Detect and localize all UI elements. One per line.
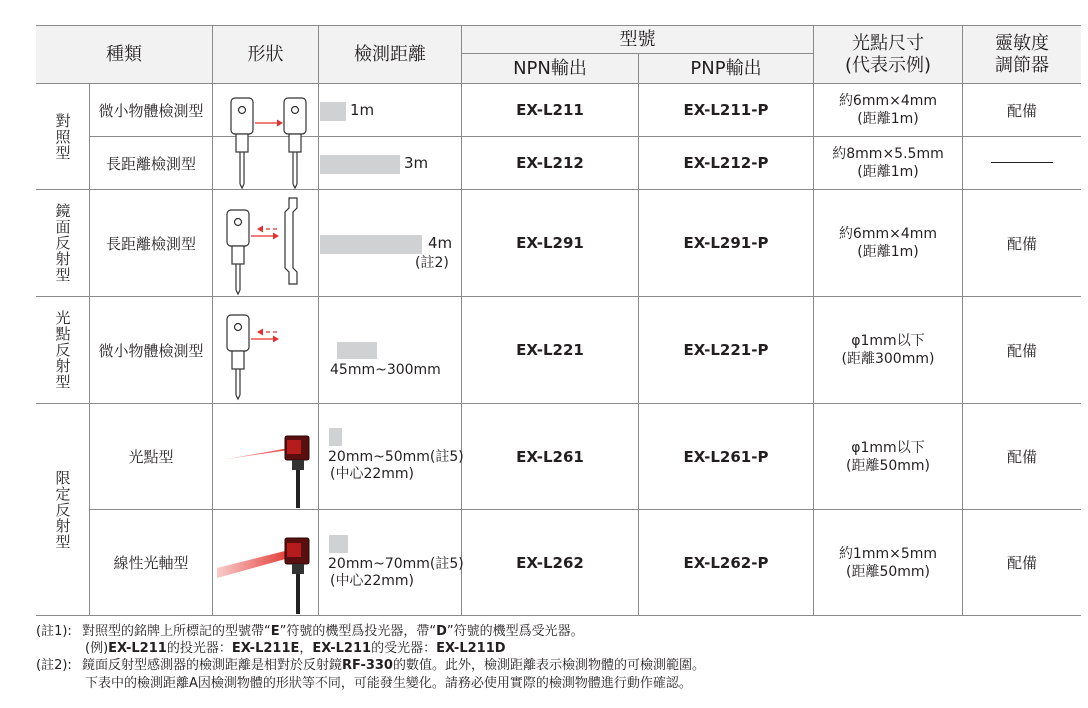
header-sens-line1: 靈敏度 [995,32,1049,54]
distance-note-row3: (註2) [415,255,449,271]
sensitivity-row4: 配備 [1006,341,1037,360]
footnote-2-reflector: RF-330 [341,658,393,673]
pnp-model-row3: EX-L291-P [683,234,769,252]
header-spot-size [814,26,962,83]
spot-size-row6-value: 約1mm×5mm [838,545,938,562]
distance-row1: 1m [350,101,375,119]
subtype-row5: 光點型 [128,448,174,466]
rule-bottom [36,615,1081,616]
header-sensitivity [963,26,1081,83]
spot-size-row6-distance: (距離50mm) [845,563,930,580]
footnote-1-text-b: ”符號的機型爲投光器，帶“ [279,624,437,639]
header-model: 型號 [619,28,656,50]
thru-beam-diagram [213,84,318,189]
spot-size-row2-distance: (距離1m) [857,164,919,180]
pnp-model-row1: EX-L211-P [683,101,769,119]
footnote-1-text-c: ”符號的機型爲受光器。 [446,624,584,639]
distance-bar-row5 [329,428,342,446]
distance-bar-row6 [329,535,348,553]
footnote-1-d: D [436,624,447,639]
example-prefix: (例) [85,641,109,656]
example-text-b: 的投光器： [166,641,232,656]
footnote-2-text-b: 的數值。此外，檢測距離表示檢測物體的可檢測範圍。 [392,658,705,673]
header-sens-line2: 調節器 [995,54,1049,76]
spot-size-row2 [814,137,962,189]
example-text-d: 的受光器： [371,641,437,656]
footnote-1 [36,623,584,640]
header-distance: 檢測距離 [354,43,426,65]
example-text-c: ， [299,641,313,656]
distance-row3: 4m [428,234,453,252]
sensitivity-row3: 配備 [1006,234,1037,253]
header-npn: NPN輸出 [513,57,587,79]
header-spot-line2: (代表示例) [844,54,932,76]
header-type: 種類 [106,43,142,65]
distance-row6: 20mm~70mm(註5) [328,556,464,572]
spot-size-row5-distance: (距離50mm) [845,457,930,474]
subtype-row2: 長距離檢測型 [105,154,196,173]
pnp-model-row5: EX-L261-P [683,447,769,466]
spot-reflective-diagram [213,297,318,403]
pnp-model-row6: EX-L262-P [683,553,769,572]
header-shape: 形狀 [247,43,284,65]
distance-bar-row2 [320,155,400,174]
sensitivity-row1: 配備 [1006,101,1037,120]
spot-size-row4 [814,297,962,403]
spot-size-row4-value: φ1mm以下 [851,333,925,349]
spot-size-row3-distance: (距離1m) [857,244,919,260]
distance-bar-row4 [337,342,377,359]
npn-model-row5: EX-L261 [516,447,584,466]
example-model-2: EX-L211 [312,641,372,656]
distance-row4: 45mm~300mm [330,362,441,378]
spot-size-row6 [814,510,962,615]
distance-center-row6: (中心22mm) [330,573,415,589]
npn-model-row6: EX-L262 [516,553,584,572]
example-model: EX-L211 [108,641,167,656]
footnote-1-example [85,640,506,657]
group-thru-beam: 對照型 [53,112,72,161]
spot-type-sensor-image [213,404,318,509]
spot-size-row5 [814,404,962,509]
header-spot-line1: 光點尺寸 [852,32,924,54]
subtype-row4: 微小物體檢測型 [98,341,204,360]
spot-size-row3 [814,190,962,296]
reflector-plate [285,198,297,284]
example-receiver: EX-L211D [436,641,506,656]
subtype-row3: 長距離檢測型 [105,234,196,253]
footnote-1-e: E [270,624,280,639]
subtype-row6: 線性光軸型 [113,554,189,572]
footnote-2-text-a: 鏡面反射型感測器的檢測距離是相對於反射鏡 [81,658,342,673]
mirror-reflective-diagram [213,190,318,296]
pnp-model-row4: EX-L221-P [683,341,769,359]
footnote-2 [36,657,705,674]
footnote-1-label: (註1): [36,624,72,639]
spot-size-row2-value: 約8mm×5.5mm [832,146,944,162]
sensitivity-row2-none-dash [991,162,1053,163]
spot-size-row1-distance: (距離1m) [857,111,919,127]
group-spot-reflective: 光點反射型 [53,310,72,390]
npn-model-row4: EX-L221 [516,341,584,359]
distance-bar-row3 [320,235,422,254]
example-emitter: EX-L211E [231,641,300,656]
distance-row2: 3m [404,154,429,172]
subtype-row1: 微小物體檢測型 [98,101,204,120]
line-type-sensor-image [213,510,318,615]
npn-model-row1: EX-L211 [516,101,584,119]
footnote-2-label: (註2): [36,658,72,673]
footnote-2-line2: 下表中的檢測距離A因檢測物體的形狀等不同，可能發生變化。請務必使用實際的檢測物體進行動作確認。 [85,676,692,691]
npn-model-row2: EX-L212 [516,154,584,172]
sensitivity-row6: 配備 [1006,554,1037,572]
npn-model-row3: EX-L291 [516,234,584,252]
pnp-model-row2: EX-L212-P [683,154,769,172]
sensitivity-row5: 配備 [1006,448,1037,466]
distance-bar-row1 [320,102,346,121]
footnote-1-text-a: 對照型的銘牌上所標記的型號帶“ [81,624,271,639]
group-limited-reflective: 限定反射型 [53,469,72,550]
spot-size-row4-distance: (距離300mm) [841,351,935,367]
spot-size-row3-value: 約6mm×4mm [838,226,938,242]
distance-center-row5: (中心22mm) [330,466,415,482]
distance-row5: 20mm~50mm(註5) [328,449,464,465]
spot-size-row1-value: 約6mm×4mm [838,93,938,109]
header-pnp: PNP輸出 [690,57,762,79]
group-mirror: 鏡面反射型 [53,203,72,283]
spot-size-row1 [814,84,962,136]
spot-size-row5-value: φ1mm以下 [851,439,925,456]
rule-v-shape [318,25,319,615]
